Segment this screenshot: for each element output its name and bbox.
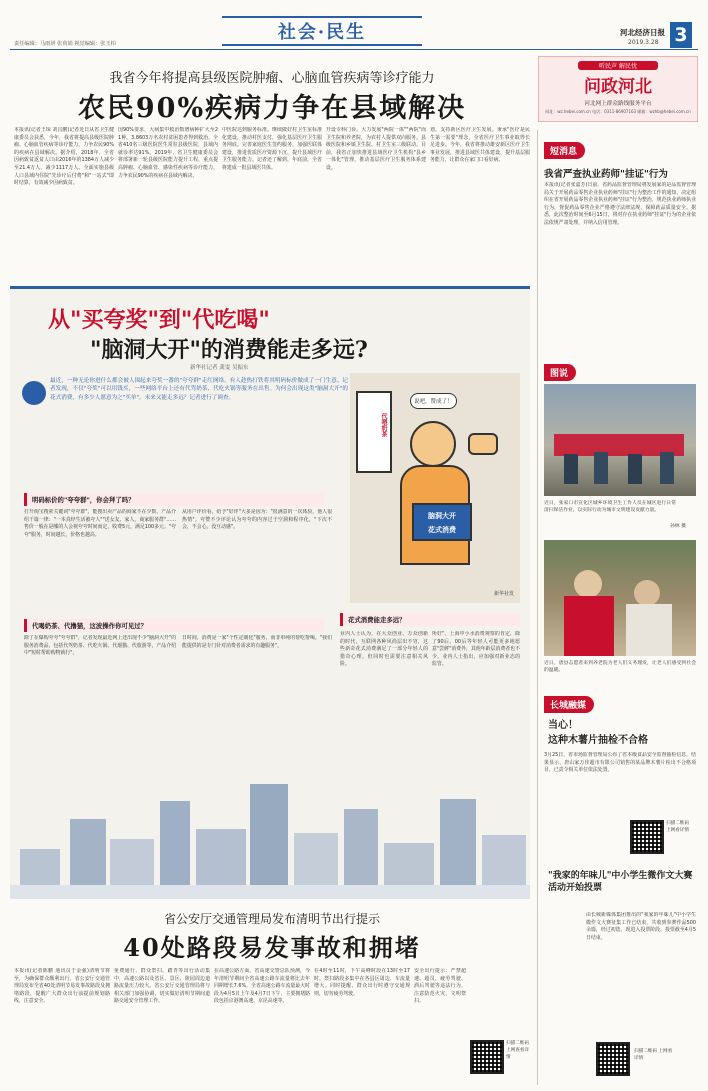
tab-photo-story: 图说: [544, 364, 576, 381]
vote-qr-code[interactable]: [596, 1042, 630, 1076]
feature-title-2: "脑洞大开"的消费能走多远?: [90, 337, 368, 363]
traffic-column-4: 在4时至11时，下午高峰时段在13时至17时。祭扫路段多集中在各县区周边，车流量增大。同时提醒，群众出行时遵守交通规则，切勿疲劳驾驶。: [314, 968, 410, 997]
feature-s2-col-a: 除了在爆购夸夸"夸夸群"，记者发现最近网上还出现不少"脑洞大开"的服务消费品，包括代驾奶茶、代吃火锅、代遛猫、代旅游等，产品介绍中"短时帮助购物就行"。: [24, 635, 176, 657]
masthead-rule: [10, 49, 698, 50]
lead-column-1: 本报讯(记者王琛 刘昌鹏)记者近日从省卫生健康委员会获悉，今年，我省将提高县级医院肿瘤、心脑血管疾病等诊疗能力，力争农民90%的疾病在县域解决。据介绍，2018年，全省因病致贫返贫人口由2016年的1384万人减少至21.4万人，减少1117万人。全面实施县级人口县域内住院"先诊疗后付费"和"一站式"即时结算，有效减少因病致贫。: [14, 127, 114, 187]
traffic-kicker: 省公安厅交通管理局发布清明节出行提示: [163, 912, 380, 926]
feature-s2-col-b: 日时间，消费是一家"个性定制化"服务，而非单纯的帮吃帮喝。"我们能提供的是专门针对消费者需求的有趣服务"。: [182, 635, 332, 649]
page-number-badge: [670, 22, 692, 48]
illustration-credit: 新华社发: [493, 591, 514, 597]
feature-illustration: [350, 373, 520, 603]
hotline-tagline: 听民声 解民忧: [578, 61, 658, 70]
character-head-icon: [410, 421, 456, 467]
traffic-qr-label: 扫描二维码 上网查看详情: [506, 1041, 529, 1060]
sidebar-divider: [537, 130, 538, 1085]
traffic-column-2: 免费通行，群众祭扫、踏青等出行活动集中，高速公路以及省区、景区、陵园周边道路流量压力较大。省公安厅交通管理局将与相关部门加强协调，切实做好清明节期间道路交通安全管理工作。: [114, 968, 210, 1005]
section-heading-3: 花式消费能走多远？: [340, 613, 520, 626]
photo-1-caption: 近日，张家口市宣化区城乡环境卫生工作人员在城区进行日常清扫保洁作业，以实际行动为城市文明建设贡献力量。: [544, 501, 676, 513]
traffic-headline: 40处路段易发事故和拥堵: [123, 933, 421, 962]
tab-short-news: 短消息: [544, 142, 585, 159]
lead-column-4: 开设专科门诊。大力发展"两院一体""两院"而卫生院和养老院，为农村人提供双向服务。县级医院和乡镇卫生院、村卫生室三级联动。目前，我省正加快推进县域医疗卫生机构"县乡一体化"管理，推动基层医疗卫生服务体系建设。: [326, 127, 426, 171]
alert-qr-label: 扫描二维码 上网看详情: [666, 821, 689, 833]
news-title: 我省严查执业药师"挂证"行为: [544, 169, 668, 180]
feature-box: [10, 286, 530, 896]
section-title: 社会·民生: [277, 22, 367, 43]
traffic-column-5: 安全出行提示：严禁超速、超员、疲劳驾驶、酒后驾驶等违法行为，注意防范火灾，文明祭扫。: [414, 968, 466, 1005]
photo-1: [544, 384, 696, 496]
lead-column-3: 中医院达到服务标准。继续做好村卫生室标准化建设，推动村医支付，强化基层医疗卫生服务网底。完善家庭医生签约服务，加强医联体建设，推进优质医疗资源下沉，提升县域医疗卫生服务能力。记者还了解到，年底前，全省将建成一批县域医共体。: [222, 127, 322, 171]
hand-icon: [468, 433, 498, 455]
feature-title-1: 从"买夸奖"到"代吃喝": [48, 307, 270, 333]
vote-title: "我家的年味儿"中小学生微作文大赛活动开始投票: [548, 871, 693, 893]
lead-headline: 农民90%疾病力争在县域解决: [77, 93, 467, 124]
hotline-box: [538, 56, 698, 122]
milk-tea-label: 代喂奶茶: [380, 413, 387, 437]
lead-column-2: 国90%要求，大病集中救治数增病种扩大至21种，3.8603万名农村贫困患者得到救治。全省410名三级医院医生常驻县级医院，县域内就诊率达91%。2019年，省卫生健康委员会将部署新一轮县级医院能力提升工程，重点提高肿瘤、心脑血管、感染性疾病等诊疗能力，力争农民90%的疾病在县域内解决。: [118, 127, 218, 179]
hotline-contact[interactable]: 网址：wz.hebei.com.cn 电话：0311-86907163 邮箱：wzhb@hebei.com.cn: [545, 109, 691, 114]
photo-1-credit: 孙林 摄: [670, 524, 686, 529]
feature-s3-col-a: 业内人士认为，在大众创业、万众创新的时代，互联网各种风尚层出不穷，这些新奇花式消费满足了一部分年轻人的猎奇心理，但同时也需要注意相关风险。: [340, 631, 428, 668]
speech-bubble: 说吧，赞成了！: [410, 393, 457, 409]
traffic-column-3: 在高速公路方面，省高速交警总队预测，今年清明节期间全省高速公路车流量将比去年同期增长7.6%，全省高速公路车流量最大时段为4月5日上午及4月7日下午，主要拥堵路段包括京港澳高速、京昆高速等。: [214, 968, 310, 1005]
news-body: 本报讯(记者张嘉芳)日前，省药品监督管理局将发展家的是品监督管理局关于开展药品零售企业执业药师"挂证"行为整治工作的通知，决定组织在省开展药品零售企业执业药师"挂证"行为整治，规范执业药师执业行为，督促药品零售企业严格遵守法律法规，保障药品质量安全。据悉，此次整治时间至6月15日，将对存在执业药师"挂证"行为的企业依法依规严肃处理，并纳入信用管理。: [544, 182, 696, 226]
hotline-subtitle: 河北网上群众路线服务平台: [584, 101, 652, 107]
traffic-qr-code[interactable]: [470, 1040, 504, 1074]
feature-intro: 最近，一种无论你进什么都会被人围起来夸奖一番的"夸夸群"走红网络，有人趁热打铁将其明码标价做成了一门生意。记者发现，不仅"夸奖"可以用钱买，一些网络平台上还有代驾奶茶、代吃火锅等服务在出售。为何会出现这类"脑洞大开"的花式消费，有多少人愿意为之"买单"，未来又能走多远？记者进行了调查。: [50, 378, 348, 401]
page-number: 3: [674, 24, 688, 46]
city-skyline-graphic: [10, 759, 530, 899]
section-heading-1: 明码标价的"夸夸群"，你会拜了吗？: [24, 493, 324, 506]
feature-s1-col-b: 从用户评价看，给予"好评"大多是因为："很满意的一次体验，他人很热情"。夸赞不少评论认为夸夸的内容过于空洞和程序化，"下次不会，不会心，没互动感"。: [182, 509, 332, 531]
alert-body: 3月25日，省市场监督管理局公布了省本级食品安全监督抽检信息，结果显示，唐山家万佳超市有限公司销售的某品牌木薯片检出不合格项目，已责令相关单位依法处置。: [544, 752, 696, 774]
feature-byline: 新华社记者 龚雯 吴振东: [190, 365, 249, 371]
alert-qr-code[interactable]: [630, 820, 664, 854]
alert-title-2: 这种木薯片抽检不合格: [548, 735, 648, 746]
hotline-title: 问政河北: [584, 77, 652, 97]
feature-s3-col-b: 所好"。上海中小水消费观察的肯定，除了90后、00后等年轻人可能更多地愿意"尝鲜"消费外，其他年龄层消费者也不少。业内人士指出，应加强对新业态的监管。: [432, 631, 520, 668]
traffic-column-1: 本报讯(记者陈鹏 通讯员于金强)清明节将至，为确保群众顺利出行，省公安厅交通管理局发布全省40处清明节易发事故路段及拥堵路段，提醒广大群众出行前提前规划路线，注意安全。: [14, 968, 110, 1005]
lead-kicker: 我省今年将提高县级医院肿瘤、心脑血管疾病等诊疗能力: [109, 71, 435, 86]
photo-2: [544, 540, 696, 656]
vote-body: 由长城新媒体集团推出的"我家的年味儿"中小学生微作文大赛征集工作已结束，共收到参赛作品500余篇，经过初选，现进入投票阶段，投票截至4月5日结束。: [586, 912, 696, 941]
issue-date: 2019.3.28: [628, 39, 659, 46]
alert-title-1: 当心！: [548, 720, 578, 731]
newspaper-name: 河北经济日报: [620, 28, 665, 37]
feature-dropcap: [22, 381, 46, 405]
tab-great-wall-media: 长城融媒: [544, 696, 594, 713]
page-credits: 责任编辑：马雨妍 张荷娟 视觉编辑：张玉柏: [14, 41, 116, 47]
photo-2-caption: 近日，唐县志愿者来到养老院为老人们义务理发，让老人们感受到社会的温暖。: [544, 661, 696, 673]
feature-s1-col-a: 打开淘宝搜索关键词"夸夸群"，能搜出卖产品的商家不在少数，产品介绍千篇一律："一本真经生活被夸人""送女友、家人，商家服务群"……售价一般在是哪的人会视夸夸时间而定，收费5元，满足100多元。"夸夸"服务，时间越长，价格也越高。: [24, 509, 176, 538]
section-heading-2: 代喝奶茶、代撸猫，这波操作你可见过？: [24, 619, 324, 632]
illustration-sign: 脑洞大开 花式消费: [412, 503, 472, 541]
lead-column-5: 划，支持新区医疗卫生发展。秉承"医疗是民生第一需要"理念，全省医疗卫生事业取得长足进步。今年，我省将推动雄安新区医疗卫生事业发展，推进县域医共体建设，提升基层服务能力，让群众在家门口看好病。: [430, 127, 530, 164]
section-banner: [222, 16, 422, 46]
vote-qr-label: 扫描二维码 上网看详情: [634, 1049, 673, 1061]
